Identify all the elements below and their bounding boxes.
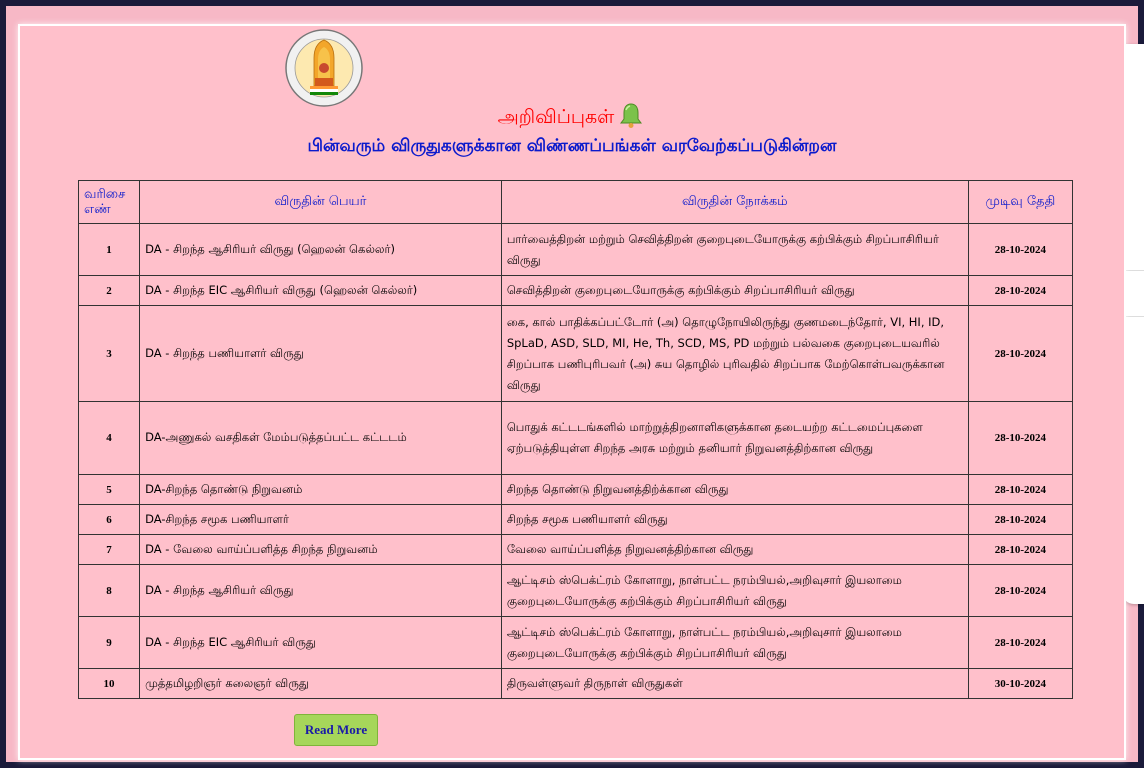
table-row — [79, 224, 1073, 276]
row-deadline: 30-10-2024 — [968, 669, 1072, 699]
column-header-deadline: முடிவு தேதி — [968, 181, 1072, 224]
row-award-name: DA-சிறந்த சமூக பணியாளர் — [140, 505, 502, 535]
page-subtitle: பின்வரும் விருதுகளுக்கான விண்ணப்பங்கள் வரவேற்கப்படுகின்றன — [307, 136, 837, 156]
row-deadline: 28-10-2024 — [968, 224, 1072, 276]
row-deadline: 28-10-2024 — [968, 306, 1072, 402]
column-header-purpose: விருதின் நோக்கம் — [501, 181, 968, 224]
row-award-name: முத்தமிழறிஞர் கலைஞர் விருது — [140, 669, 502, 699]
row-award-purpose: பொதுக் கட்டடங்களில் மாற்றுத்திறனாளிகளுக்கான தடையற்ற கட்டமைப்புகளை ஏற்படுத்தியுள்ள சிறந்த அரசு மற்றும் தனியார் நிறுவனத்திற்கான விருது — [501, 402, 968, 475]
table-row — [79, 505, 1073, 535]
row-award-name: DA - சிறந்த EIC ஆசிரியர் விருது (ஹெலன் கெல்லர்) — [140, 276, 502, 306]
row-sno: 6 — [79, 505, 140, 535]
table-row — [79, 306, 1073, 402]
row-award-purpose: கை, கால் பாதிக்கப்பட்டோர் (அ) தொழுநோயிலிருந்து குணமடைந்தோர், VI, HI, ID, SpLaD, ASD, SLD, MI, He, Th, SCD, MS, PD மற்றும் பல்வகை குறைபுடையவரில் சிறப்பாக பணிபுரிபவர் (அ) சுய தொழில் புரிவதில் சிறப்பாக மேற்கொள்பவருக்கான விருது — [501, 306, 968, 402]
bell-icon — [616, 100, 646, 135]
table-row — [79, 565, 1073, 617]
row-deadline: 28-10-2024 — [968, 505, 1072, 535]
row-sno: 4 — [79, 402, 140, 475]
tamilnadu-emblem-logo — [284, 28, 364, 108]
row-award-purpose: சிறந்த தொண்டு நிறுவனத்திற்க்கான விருது — [501, 475, 968, 505]
read-more-button[interactable]: Read More — [294, 714, 378, 746]
row-award-purpose: வேலை வாய்ப்பளித்த நிறுவனத்திற்கான விருது — [501, 535, 968, 565]
row-award-purpose: செவித்திறன் குறைபுடையோருக்கு கற்பிக்கும் சிறப்பாசிரியர் விருது — [501, 276, 968, 306]
row-deadline: 28-10-2024 — [968, 402, 1072, 475]
table-row — [79, 669, 1073, 699]
row-award-name: DA - வேலை வாய்ப்பளித்த சிறந்த நிறுவனம் — [140, 535, 502, 565]
table-row — [79, 402, 1073, 475]
row-award-name: DA - சிறந்த EIC ஆசிரியர் விருது — [140, 617, 502, 669]
row-award-purpose: ஆட்டிசம் ஸ்பெக்ட்ரம் கோளாறு, நாள்பட்ட நரம்பியல்,அறிவுசார் இயலாமை குறைபுடையோருக்கு கற்பிக்கும் சிறப்பாசிரியர் விருது — [501, 617, 968, 669]
awards-table — [78, 180, 1073, 699]
row-sno: 3 — [79, 306, 140, 402]
column-header-name: விருதின் பெயர் — [140, 181, 502, 224]
row-sno: 8 — [79, 565, 140, 617]
title-text: அறிவிப்புகள் — [497, 106, 615, 128]
table-row — [79, 475, 1073, 505]
table-row — [79, 276, 1073, 306]
row-deadline: 28-10-2024 — [968, 565, 1072, 617]
page-title — [20, 100, 1124, 135]
row-award-name: DA-சிறந்த தொண்டு நிறுவனம் — [140, 475, 502, 505]
row-sno: 1 — [79, 224, 140, 276]
table-header-row — [79, 181, 1073, 224]
column-header-sno: வரிசை எண் — [79, 181, 140, 224]
row-award-name: DA-அணுகல் வசதிகள் மேம்படுத்தப்பட்ட கட்டடம் — [140, 402, 502, 475]
row-award-purpose: திருவள்ளுவர் திருநாள் விருதுகள் — [501, 669, 968, 699]
row-deadline: 28-10-2024 — [968, 276, 1072, 306]
row-award-name: DA - சிறந்த ஆசிரியர் விருது — [140, 565, 502, 617]
table-row — [79, 617, 1073, 669]
table-row — [79, 535, 1073, 565]
row-sno: 10 — [79, 669, 140, 699]
announcement-panel — [18, 24, 1126, 760]
row-award-name: DA - சிறந்த பணியாளர் விருது — [140, 306, 502, 402]
row-sno: 2 — [79, 276, 140, 306]
row-deadline: 28-10-2024 — [968, 535, 1072, 565]
row-deadline: 28-10-2024 — [968, 617, 1072, 669]
row-award-purpose: சிறந்த சமூக பணியாளர் விருது — [501, 505, 968, 535]
row-award-purpose: பார்வைத்திறன் மற்றும் செவித்திறன் குறைபுடையோருக்கு கற்பிக்கும் சிறப்பாசிரியர் விருது — [501, 224, 968, 276]
row-award-name: DA - சிறந்த ஆசிரியர் விருது (ஹெலன் கெல்லர்) — [140, 224, 502, 276]
row-sno: 9 — [79, 617, 140, 669]
row-deadline: 28-10-2024 — [968, 475, 1072, 505]
row-sno: 5 — [79, 475, 140, 505]
row-sno: 7 — [79, 535, 140, 565]
row-award-purpose: ஆட்டிசம் ஸ்பெக்ட்ரம் கோளாறு, நாள்பட்ட நரம்பியல்,அறிவுசார் இயலாமை குறைபுடையோருக்கு கற்பிக்கும் சிறப்பாசிரியர் விருது — [501, 565, 968, 617]
